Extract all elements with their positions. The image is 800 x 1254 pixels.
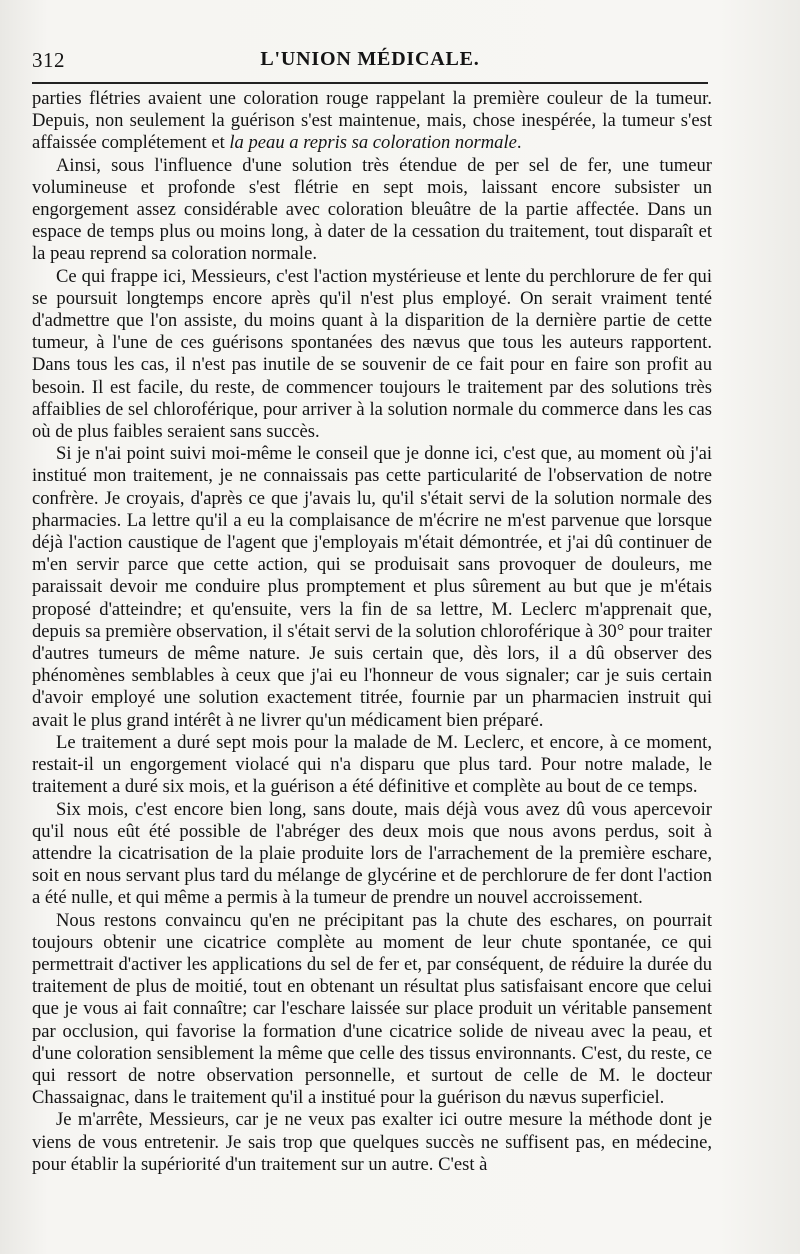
paragraph-8-text: Je m'arrête, Messieurs, car je ne veux pas exalter ici outre mesure la méthode dont je viens de vous entretenir. Je sais trop que quelques succès ne suffisent pas, en médecine, pour établir la supériorité d'un traitement sur un autre. C'est à [32,1109,712,1175]
body-text [32,88,712,1176]
header-rule [32,82,708,84]
paragraph-6 [32,799,712,910]
paragraph-8 [32,1109,712,1176]
paragraph-2 [32,155,712,266]
running-title: L'UNION MÉDICALE. [260,48,480,70]
page-number: 312 [32,48,65,72]
paragraph-6-text: Six mois, c'est encore bien long, sans doute, mais déjà vous avez dû vous apercevoir qu'il nous eût été possible de l'abréger des deux mois que nous avons perdus, soit à attendre la cicatrisation de la plaie produite lors de l'arrachement de la première eschare, soit en nous servant plus tard du mélange de glycérine et de perchlorure de fer dont l'action a été nulle, et qui même a permis à la tumeur de prendre un nouvel accroissement. [32,798,712,909]
paragraph-5 [32,732,712,799]
paragraph-4 [32,443,712,732]
paragraph-3-text: Ce qui frappe ici, Messieurs, c'est l'action mystérieuse et lente du perchlorure de fer qui se poursuit longtemps encore après qu'il n'est plus employé. On serait vraiment tenté d'admettre que l'on assiste, du moins quant à la disparition de la dernière partie de cette tumeur, à l'une de ces guérisons spontanées des nævus que tous les auteurs rapportent. Dans tous les cas, il n'est pas inutile de se souvenir de ce fait pour en faire son profit au besoin. Il est facile, du reste, de commencer toujours le traitement par des solutions très affaiblies de sel chloroférique, pour arriver à la solution normale du commerce dans les cas où de plus faibles seraient sans succès. [32,265,712,443]
paragraph-1 [32,88,712,155]
page-header [32,40,708,76]
paragraph-2-text: Ainsi, sous l'influence d'une solution très étendue de per sel de fer, une tumeur volumineuse et profonde s'est flétrie en sept mois, laissant encore subsister un engorgement assez considérable avec coloration bleuâtre de la partie affectée. Dans un espace de temps plus ou moins long, à dater de la cessation du traitement, tout disparaît et la peau reprend sa coloration normale. [32,154,712,265]
paragraph-7-text: Nous restons convaincu qu'en ne précipitant pas la chute des eschares, on pourrait toujours obtenir une cicatrice complète au moment de leur chute spontanée, ce qui permettrait d'activer les applications du sel de fer et, par conséquent, de réduire la durée du traitement de plus de moitié, tout en obtenant un résultat plus satisfaisant encore que celui que je vous ai fait connaître; car l'eschare laissée sur place produit un véritable pansement par occlusion, qui favorise la formation d'une cicatrice solide de niveau avec la peau, et d'une coloration sensiblement la même que celle des tissus environnants. C'est, du reste, ce qui ressort de notre observation personnelle, et surtout de celle de M. le docteur Chassaignac, dans le traitement qu'il a institué pour la guérison du nævus superficiel. [32,909,712,1109]
paragraph-7 [32,910,712,1110]
paragraph-5-text: Le traitement a duré sept mois pour la malade de M. Leclerc, et encore, à ce moment, restait-il un engorgement violacé qui n'a disparu que plus tard. Pour notre malade, le traitement a duré six mois, et la guérison a été définitive et complète au bout de ce temps. [32,731,712,798]
paragraph-1-text-b: . [516,132,522,154]
paragraph-3 [32,266,712,444]
paragraph-1-italic-phrase: la peau a repris sa coloration normale [229,132,517,154]
paragraph-1-text-a: parties flétries avaient une coloration rouge rappelant la première couleur de la tumeur. Depuis, non seulement la guérison s'est maintenue, mais, chose inespérée, la tumeur s'est affaissée complétement et [32,88,712,154]
paragraph-4-text: Si je n'ai point suivi moi-même le conseil que je donne ici, c'est que, au moment où j'ai institué mon traitement, je ne connaissais pas cette particularité de l'observation de notre confrère. Je croyais, d'après ce que j'avais lu, qu'il s'était servi de la solution normale des pharmacies. La lettre qu'il a eu la complaisance de m'écrire ne m'est parvenue que lorsque déjà l'action caustique de l'agent que j'employais m'était démontrée, et j'ai dû continuer de m'en servir parce que cette action, qui se produisait sans provoquer de douleurs, me paraissait devoir me conduire plus promptement et plus sûrement au but que je m'étais proposé d'atteindre; et qu'ensuite, vers la fin de sa lettre, M. Leclerc m'apprenait que, depuis sa première observation, il s'était servi de la solution chloroférique à 30° pour traiter d'autres tumeurs de même nature. Je suis certain que, dès lors, il a dû observer des phénomènes semblables à ceux que j'ai eu l'honneur de vous signaler; car je suis certain d'avoir employé une solution exactement titrée, fournie par un pharmacien instruit qui avait le plus grand intérêt à ne livrer qu'un médicament bien préparé. [32,443,712,731]
